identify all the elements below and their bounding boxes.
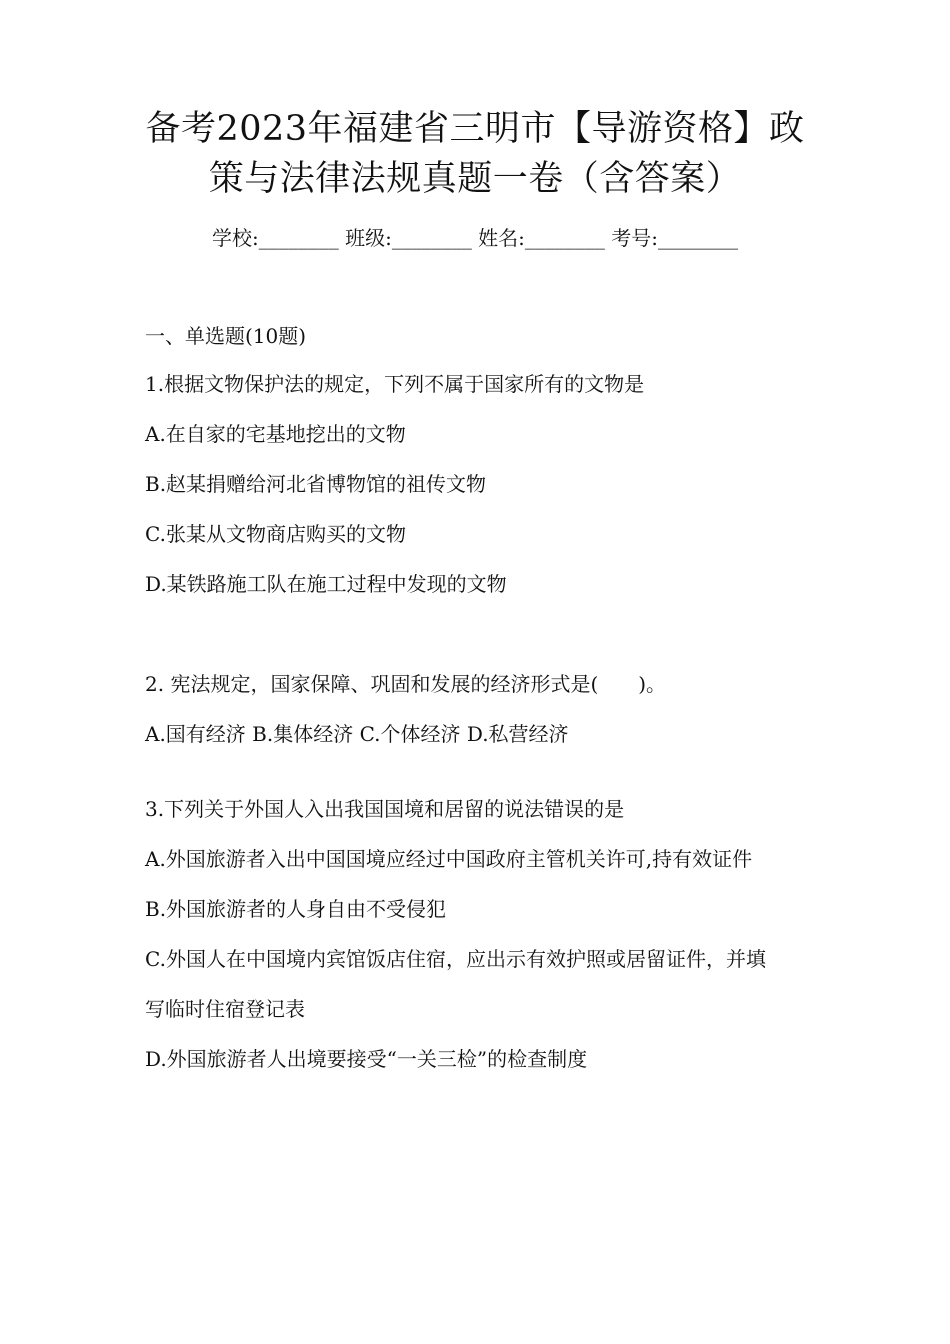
document-title-line-1: 备考2023年福建省三明市【导游资格】政 bbox=[145, 109, 805, 149]
question-1-option-a: A.在自家的宅基地挖出的文物 bbox=[145, 422, 406, 446]
question-2-stem: 2. 宪法规定，国家保障、巩固和发展的经济形式是( )。 bbox=[145, 672, 667, 696]
question-1-stem: 1.根据文物保护法的规定，下列不属于国家所有的文物是 bbox=[145, 372, 645, 396]
question-3-option-c: C.外国人在中国境内宾馆饭店住宿，应出示有效护照或居留证件，并填 bbox=[145, 947, 766, 971]
student-info-line: 学校:________ 班级:________ 姓名:________ 考号:________ bbox=[211, 226, 739, 250]
question-2-options: A.国有经济 B.集体经济 C.个体经济 D.私营经济 bbox=[145, 722, 569, 746]
question-1-option-c: C.张某从文物商店购买的文物 bbox=[145, 522, 406, 546]
section-heading: 一、单选题(10题) bbox=[145, 324, 307, 348]
question-3-option-d: D.外国旅游者人出境要接受“一关三检”的检查制度 bbox=[145, 1047, 588, 1071]
question-1-option-d: D.某铁路施工队在施工过程中发现的文物 bbox=[145, 572, 507, 596]
question-3-option-c-continued: 写临时住宿登记表 bbox=[145, 997, 305, 1021]
question-3-option-b: B.外国旅游者的人身自由不受侵犯 bbox=[145, 897, 447, 921]
question-1-option-b: B.赵某捐赠给河北省博物馆的祖传文物 bbox=[145, 472, 487, 496]
question-3-stem: 3.下列关于外国人入出我国国境和居留的说法错误的是 bbox=[145, 797, 625, 821]
question-3-option-a: A.外国旅游者入出中国国境应经过中国政府主管机关许可,持有效证件 bbox=[145, 847, 753, 871]
document-title-line-2: 策与法律法规真题一卷（含答案） bbox=[208, 159, 742, 199]
